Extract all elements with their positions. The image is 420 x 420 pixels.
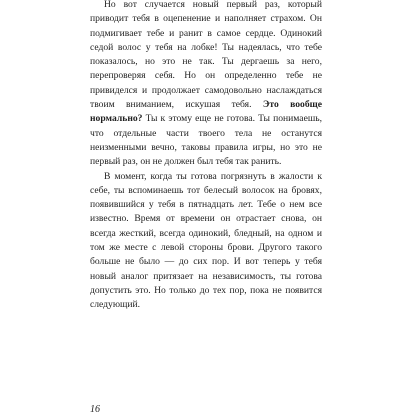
paragraph-1-emphasis: Это вообще нормально?: [90, 99, 322, 125]
text-block: [90, 0, 322, 313]
paragraph-2: В момент, когда ты готова погрязнуть в жалости к себе, ты вспоминаешь тот белесый волосок на бровях, появившийся у тебя в пятнадцать лет. Тебе о нем все известно. Время от времени он отрастает снова, он всегда жесткий, всегда одинокий, бледный, на одном и том же месте с левой стороны брови. Другого такого больше не было — до сих пор. И вот теперь у тебя новый аналог притязает на независимость, ты готова допустить это. Но только до тех пор, пока не появится следующий.: [90, 170, 322, 311]
paragraph-1: [90, 0, 322, 170]
page-number: 16: [90, 404, 100, 415]
paragraph-1-after: Ты к этому еще не готова. Ты понимаешь, что отдельные части твоего тела не останутся неизменными вечно, таковы правила игры, но это не первый раз, он не должен был тебя так ранить.: [90, 113, 322, 168]
paragraph-1-before: Но вот случается новый первый раз, который приводит тебя в оцепенение и наполняет страхом. Он подмигивает тебе и ранит в самое сердце. Одинокий седой волос у тебя на лобке! Ты надеялась, что тебе показалось, но это не так. Ты дергаешь за него, перепроверяя себя. Но он определенно тебе не привиделся и продолжает самодовольно наслаждаться твоим вниманием, искушая тебя.: [90, 0, 322, 111]
